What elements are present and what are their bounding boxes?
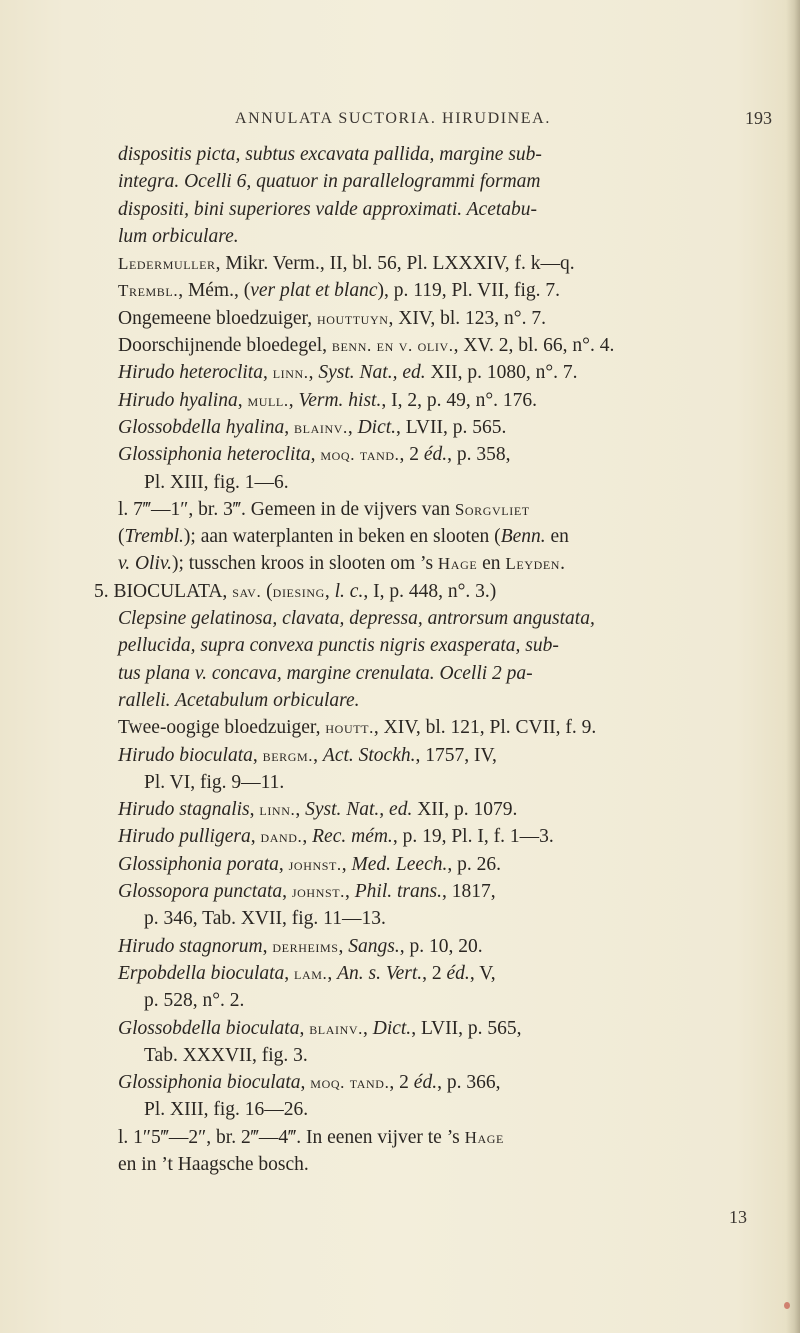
text-run: Ledermuller — [118, 254, 216, 274]
text-run: , LVII, p. 565. — [396, 416, 507, 438]
text-run: XII, p. 1080, n°. 7. — [425, 362, 578, 384]
text-run: Phil. trans. — [354, 881, 442, 903]
text-run: blainv. — [309, 1018, 363, 1038]
text-run: XII, p. 1079. — [412, 799, 518, 821]
text-run: benn. en v. oliv. — [331, 336, 454, 356]
text-line — [62, 387, 782, 414]
text-run: , — [249, 799, 260, 821]
text-run: , — [300, 1072, 311, 1094]
text-run: Rec. mém. — [312, 826, 393, 848]
text-run: , 2 — [399, 444, 424, 466]
text-run: , XV. 2, bl. 66, n°. 4. — [453, 335, 615, 357]
text-line — [62, 141, 782, 168]
text-run: , — [324, 580, 335, 602]
text-run: , — [362, 1017, 373, 1039]
text-run: ); tusschen kroos in slooten om ’s — [171, 553, 438, 575]
text-run: , LVII, p. 565, — [411, 1017, 522, 1039]
text-run: ); aan waterplanten in beken en slooten ( — [183, 526, 501, 548]
text-run: , — [262, 935, 273, 957]
text-run: Sangs. — [348, 935, 400, 957]
text-line — [62, 359, 782, 386]
text-run: Hirudo hyalina — [118, 389, 238, 411]
text-run: dand. — [260, 827, 303, 847]
text-run: , p. 19, Pl. I, f. 1—3. — [392, 826, 554, 848]
text-run: , 1817, — [441, 881, 496, 903]
text-run: diesing — [272, 581, 325, 601]
signature-mark: 13 — [729, 1207, 747, 1227]
text-run: , — [278, 853, 289, 875]
text-run: , V, — [469, 962, 496, 984]
text-run: , — [288, 389, 299, 411]
text-run: mull. — [247, 390, 289, 410]
text-run: Pl. XIII, fig. 16—26. — [144, 1099, 309, 1121]
text-run: Verm. hist. — [298, 389, 382, 411]
text-run: . — [560, 553, 565, 575]
text-run: Glossiphonia porata — [118, 853, 279, 875]
text-run: éd. — [423, 444, 448, 466]
text-run: Twee-oogige bloedzuiger, — [118, 717, 326, 739]
text-run: Glossobdella hyalina — [118, 416, 285, 438]
text-run: , — [345, 881, 355, 903]
text-run: dispositi, bini superiores valde approximati. Acetabu- — [118, 198, 538, 220]
text-line — [62, 851, 782, 878]
text-run: , — [262, 362, 273, 384]
text-line — [62, 578, 782, 605]
text-line — [62, 496, 782, 523]
text-run: ( — [261, 580, 273, 602]
text-line — [62, 1042, 782, 1069]
text-line — [62, 332, 782, 359]
page-edge-shadow — [786, 0, 800, 1333]
text-run: linn. — [259, 800, 296, 820]
text-line — [62, 905, 782, 932]
text-run: Pl. VI, fig. 9—11. — [144, 771, 285, 793]
text-run: lam. — [294, 963, 328, 983]
text-run: Clepsine gelatinosa, clavata, depressa, antrorsum angustata, — [118, 608, 595, 630]
text-run: Syst. Nat., ed. — [305, 799, 413, 821]
text-run: , — [284, 416, 295, 438]
text-run: , — [237, 389, 248, 411]
text-run: derheims — [272, 936, 339, 956]
text-run: Glossopora punctata — [118, 881, 283, 903]
text-run: 5. BIOCULATA, — [94, 580, 233, 602]
text-line — [62, 305, 782, 332]
text-line — [62, 796, 782, 823]
text-run: , — [282, 881, 292, 903]
text-run: , — [347, 416, 358, 438]
text-line — [62, 987, 782, 1014]
text-line — [62, 1124, 782, 1151]
text-run: tus plana v. concava, margine crenulata. Ocelli 2 pa- — [118, 662, 533, 684]
text-run: moq. tand. — [320, 445, 400, 465]
text-run: lum orbiculare. — [118, 225, 239, 247]
text-line — [62, 196, 782, 223]
body-text — [62, 141, 782, 1178]
page-footer — [0, 1207, 800, 1235]
text-line — [62, 1069, 782, 1096]
text-run: , — [308, 362, 319, 384]
text-line — [62, 660, 782, 687]
text-line — [62, 1015, 782, 1042]
text-run: An. s. Vert. — [337, 962, 423, 984]
text-run: p. 528, n°. 2. — [144, 990, 245, 1012]
text-run: p. 346, Tab. XVII, fig. 11—13. — [144, 908, 386, 930]
text-run: , — [338, 935, 349, 957]
text-run: johnst. — [291, 882, 346, 902]
text-line — [62, 605, 782, 632]
text-line — [62, 933, 782, 960]
text-run: Leyden — [505, 554, 561, 574]
text-run: Pl. XIII, fig. 1—6. — [144, 471, 289, 493]
text-run: Hage — [464, 1127, 504, 1147]
text-run: Hage — [437, 554, 478, 574]
text-line — [62, 250, 782, 277]
text-line — [62, 1096, 782, 1123]
page-header — [0, 106, 800, 136]
text-run: , 2 — [422, 962, 447, 984]
text-run: ver plat et blanc — [250, 280, 378, 302]
text-run: , p. 26. — [447, 853, 501, 875]
text-run: Syst. Nat., ed. — [318, 362, 426, 384]
text-run: Tab. XXXVII, fig. 3. — [144, 1044, 308, 1066]
text-run: linn. — [272, 363, 309, 383]
text-run: ralleli. Acetabulum orbiculare. — [118, 689, 360, 711]
text-run: Dict. — [372, 1017, 412, 1039]
text-run: l. c. — [334, 580, 364, 602]
text-run: , — [284, 962, 295, 984]
text-run: bergm. — [262, 745, 314, 765]
text-run: Hirudo heteroclita — [118, 362, 263, 384]
text-run: ), p. 119, Pl. VII, fig. 7. — [377, 280, 561, 302]
text-run: , 2 — [389, 1072, 414, 1094]
running-head: ANNULATA SUCTORIA. HIRUDINEA. — [235, 110, 551, 127]
text-run: Glossiphonia heteroclita — [118, 444, 311, 466]
text-line — [62, 523, 782, 550]
text-run: , — [299, 1017, 310, 1039]
text-run: , Mikr. Verm., II, bl. 56, Pl. LXXXIV, f. k—q. — [215, 253, 575, 275]
text-line — [62, 742, 782, 769]
text-run: sav. — [232, 581, 262, 601]
text-run: johnst. — [288, 854, 342, 874]
text-run: Hirudo bioculata — [118, 744, 253, 766]
text-line — [62, 469, 782, 496]
text-run: , — [313, 744, 323, 766]
text-run: en in ’t Haagsche bosch. — [118, 1153, 309, 1175]
text-run: v. Oliv. — [118, 553, 172, 575]
text-run: houttuyn — [317, 308, 389, 328]
text-run: , — [310, 444, 321, 466]
text-run: houtt. — [325, 718, 374, 738]
text-run: blainv. — [294, 417, 348, 437]
text-run: Benn. — [500, 526, 546, 548]
text-run: , Mém., ( — [178, 280, 251, 302]
text-run: , p. 366, — [437, 1072, 501, 1094]
text-line — [62, 714, 782, 741]
text-run: Med. Leech. — [351, 853, 448, 875]
paper-stain — [784, 1302, 790, 1309]
text-line — [62, 687, 782, 714]
text-run: integra. Ocelli 6, quatuor in parallelogrammi formam — [118, 171, 541, 193]
text-run: Trembl. — [118, 281, 179, 301]
text-run: éd. — [446, 962, 470, 984]
text-run: , I, 2, p. 49, n°. 176. — [381, 389, 538, 411]
text-run: , — [295, 799, 306, 821]
text-run: Act. Stockh. — [322, 744, 416, 766]
page-number: 193 — [745, 108, 772, 128]
text-run: , 1757, IV, — [415, 744, 497, 766]
text-run: Hirudo stagnorum — [118, 935, 263, 957]
text-run: en — [477, 553, 506, 575]
text-run: , I, p. 448, n°. 3.) — [363, 580, 497, 602]
text-line — [62, 168, 782, 195]
text-run: , p. 10, 20. — [399, 935, 483, 957]
text-line — [62, 414, 782, 441]
text-line — [62, 823, 782, 850]
text-run: éd. — [413, 1072, 438, 1094]
text-run: pellucida, supra convexa punctis nigris exasperata, sub- — [118, 635, 559, 657]
text-run: Glossiphonia bioculata — [118, 1072, 301, 1094]
text-run: , — [341, 853, 352, 875]
text-run: , — [250, 826, 261, 848]
text-run: Hirudo pulligera — [118, 826, 251, 848]
text-line — [62, 878, 782, 905]
text-run: ( — [118, 526, 125, 548]
text-run: Hirudo stagnalis — [118, 799, 250, 821]
text-run: Ongemeene bloedzuiger, — [118, 307, 318, 329]
text-run: dispositis picta, subtus excavata pallida, margine sub- — [118, 144, 542, 165]
text-run: Erpobdella bioculata — [118, 962, 285, 984]
text-run: l. 1″5‴—2″, br. 2‴—4‴. In eenen vijver te ’s — [118, 1126, 465, 1148]
text-line — [62, 550, 782, 577]
text-run: , p. 358, — [447, 444, 511, 466]
text-line — [62, 769, 782, 796]
text-run: moq. tand. — [310, 1073, 390, 1093]
text-line — [62, 223, 782, 250]
text-run: Trembl. — [124, 526, 184, 548]
text-line — [62, 632, 782, 659]
text-run: , XIV, bl. 121, Pl. CVII, f. 9. — [373, 717, 597, 739]
text-line — [62, 960, 782, 987]
text-run: en — [545, 526, 569, 548]
text-run: , — [252, 744, 263, 766]
text-run: l. 7‴—1″, br. 3‴. Gemeen in de vijvers van — [118, 498, 455, 520]
text-run: Sorgvliet — [454, 499, 530, 519]
text-line — [62, 1151, 782, 1178]
text-run: Dict. — [357, 416, 397, 438]
text-run: Doorschijnende bloedegel, — [118, 335, 332, 357]
text-run: Glossobdella bioculata — [118, 1017, 300, 1039]
text-line — [62, 277, 782, 304]
text-run: , — [302, 826, 313, 848]
text-line — [62, 441, 782, 468]
text-run: , — [327, 962, 338, 984]
text-run: , XIV, bl. 123, n°. 7. — [388, 307, 546, 329]
